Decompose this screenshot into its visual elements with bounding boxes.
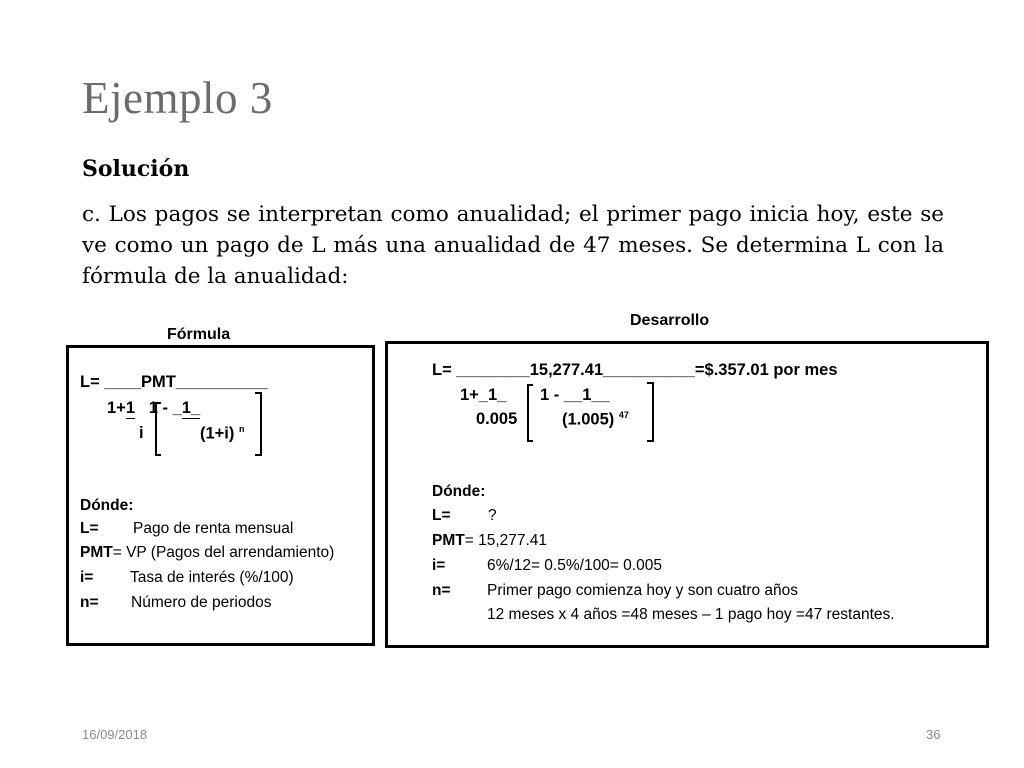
development-where-label: Dónde: <box>432 483 486 500</box>
solution-heading: Solución <box>82 156 190 182</box>
development-caption: Desarrollo <box>630 312 710 329</box>
slide-title: Ejemplo 3 <box>82 73 273 123</box>
development-n-detail: 12 meses x 4 años =48 meses – 1 pago hoy =47 restantes. <box>487 606 895 623</box>
development-def-row: L= <box>432 507 451 524</box>
formula-caption: Fórmula <box>167 326 231 343</box>
development-line2a: 1+_1_ <box>460 386 507 404</box>
formula-def-row: PMT= VP (Pagos del arrendamiento) <box>80 544 335 561</box>
formula-line1: L= ____PMT__________ <box>80 373 268 391</box>
development-def-row: PMT= 15,277.41 <box>432 532 548 549</box>
formula-where-label: Dónde: <box>80 497 134 514</box>
formula-def-row: i= <box>80 569 94 586</box>
formula-def-row: L= <box>80 520 99 537</box>
formula-line3b: (1+i) $^n$ <box>200 424 245 443</box>
development-def-row: i= <box>432 557 446 574</box>
development-line2b: 1 - __1__ <box>540 386 610 404</box>
development-def-row: n= <box>432 582 451 599</box>
development-def-desc: ? <box>488 507 497 524</box>
footer-date: 16/09/2018 <box>82 727 148 742</box>
development-def-desc: Primer pago comienza hoy y son cuatro años <box>487 582 799 599</box>
formula-def-row: n= <box>80 594 99 611</box>
formula-def-desc: Tasa de interés (%/100) <box>130 569 294 586</box>
formula-line2: 1+1 1 - _1_ <box>107 399 201 417</box>
development-def-desc: 6%/12= 0.5%/100= 0.005 <box>487 557 662 574</box>
footer-page-number: 36 <box>926 727 941 742</box>
development-line1: L= ________15,277.41__________=$.357.01 por mes <box>432 361 838 379</box>
solution-paragraph: c. Los pagos se interpretan como anualidad; el primer pago inicia hoy, este se ve como un pago de L más una anualidad de 47 meses. Se determina L con la fórmula de la anualidad: <box>82 202 944 289</box>
formula-def-desc: Pago de renta mensual <box>133 520 294 537</box>
development-line3b: (1.005) $^{47}$ <box>562 410 629 429</box>
development-line3a: 0.005 <box>476 410 518 428</box>
formula-def-desc: Número de periodos <box>131 594 272 611</box>
formula-line3a: i <box>139 424 144 442</box>
